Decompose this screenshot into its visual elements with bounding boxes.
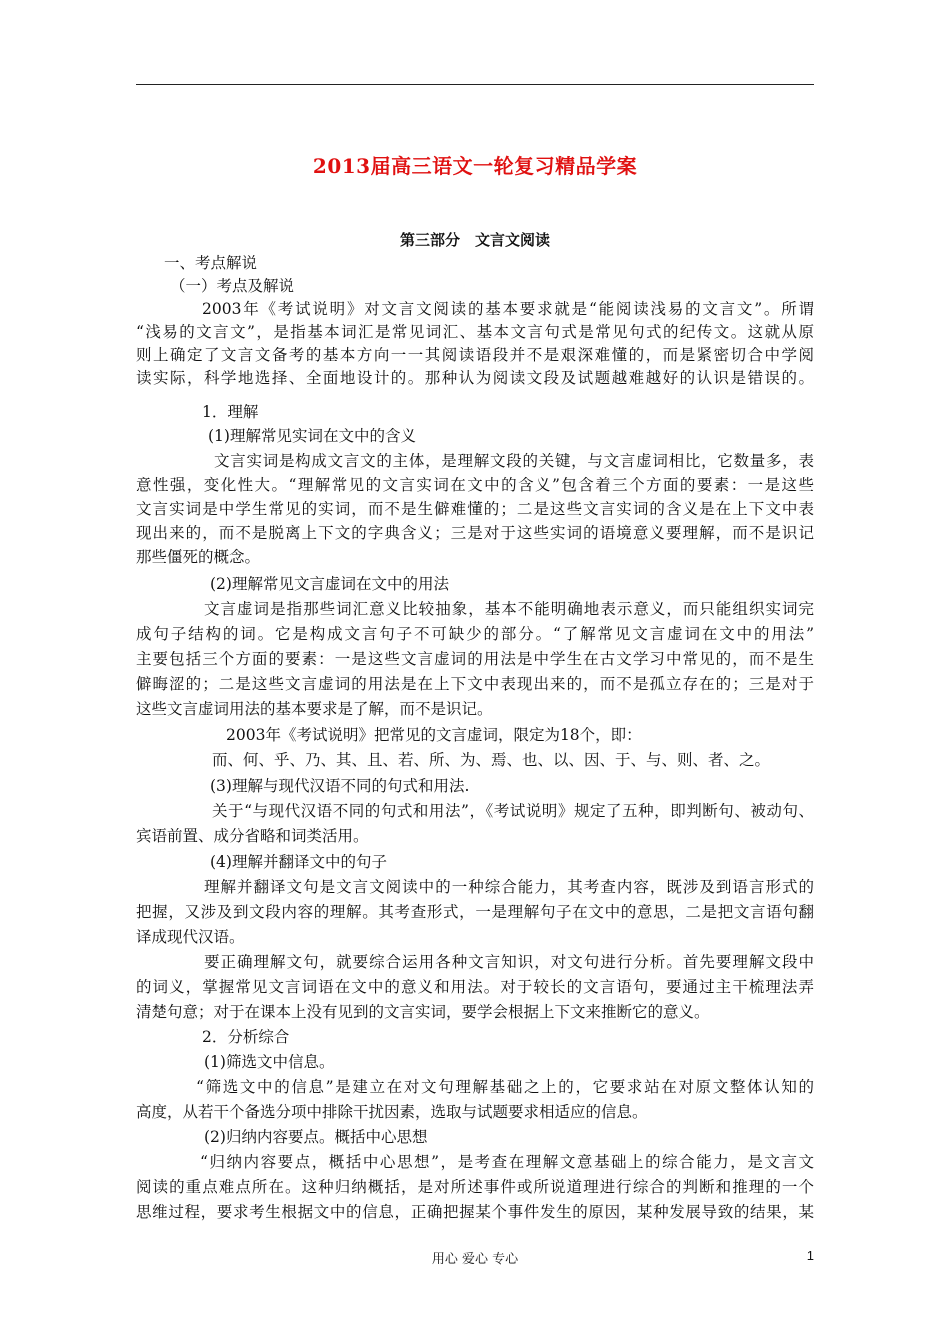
text-line: 文言虚词是指那些词汇意义比较抽象，基本不能明确地表示意义，而只能组织实词完	[204, 600, 814, 618]
text-line: (2)理解常见文言虚词在文中的用法	[210, 575, 449, 593]
text-line: 文言实词是中学生常见的实词，而不是生僻难懂的；二是这些文言实词的含义是在上下文中表	[136, 500, 814, 518]
text-line: 意性强，变化性大。“理解常见的文言实词在文中的含义”包含着三个方面的要素：一是这些	[136, 476, 814, 494]
page-number: 1	[806, 1248, 814, 1263]
text-line: 读实际，科学地选择、全面地设计的。那种认为阅读文段及试题越难越好的认识是错误的。	[136, 369, 814, 387]
text-line: “浅易的文言文”，是指基本词汇是常见词汇、基本文言句式是常见句式的纪传文。这就从原	[136, 323, 814, 341]
page-footer: 用心 爱心 专心	[431, 1252, 519, 1267]
text-line: 文言实词是构成文言文的主体，是理解文段的关键，与文言虚词相比，它数量多，表	[214, 452, 814, 470]
text-line: 主要包括三个方面的要素：一是这些文言虚词的用法是中学生在古文学习中常见的，而不是生	[136, 650, 814, 668]
text-line: 宾语前置、成分省略和词类活用。	[136, 827, 369, 845]
header-rule	[136, 84, 814, 85]
text-line: 1．理解	[202, 403, 259, 421]
text-line: 的词义，掌握常见文言词语在文中的意义和用法。对于较长的文言语句，要通过主干梳理法弄	[136, 978, 814, 996]
text-line: “筛选文中的信息”是建立在对文句理解基础之上的，它要求站在对原文整体认知的	[196, 1078, 814, 1096]
text-line: 思维过程，要求考生根据文中的信息，正确把握某个事件发生的原因，某种发展导致的结果，某	[136, 1203, 814, 1221]
text-line: 2．分析综合	[202, 1028, 290, 1046]
text-line: 清楚句意；对于在课本上没有见到的文言实词，要学会根据上下文来推断它的意义。	[136, 1003, 710, 1021]
text-line: (3)理解与现代汉语不同的句式和用法.	[210, 777, 470, 795]
text-line: 则上确定了文言文备考的基本方向一一其阅读语段并不是艰深难懂的，而是紧密切合中学阅	[136, 346, 814, 364]
text-line: 要正确理解文句，就要综合运用各种文言知识，对文句进行分析。首先要理解文段中	[204, 953, 814, 971]
text-line: 这些文言虚词用法的基本要求是了解，而不是识记。	[136, 700, 493, 718]
document-title: 2013届高三语文一轮复习精品学案	[312, 154, 638, 178]
text-line: 关于“与现代汉语不同的句式和用法”，《考试说明》规定了五种，即判断句、被动句、	[212, 802, 814, 820]
text-line: (2)归纳内容要点。概括中心思想	[204, 1128, 428, 1146]
text-line: “归纳内容要点，概括中心思想”，是考查在理解文意基础上的综合能力，是文言文	[200, 1153, 814, 1171]
text-line: 理解并翻译文句是文言文阅读中的一种综合能力，其考查内容，既涉及到语言形式的	[204, 878, 814, 896]
text-line: 2003年《考试说明》把常见的文言虚词，限定为18个，即：	[226, 726, 642, 744]
text-line: 一、考点解说	[164, 254, 258, 272]
text-line: (1)理解常见实词在文中的含义	[208, 427, 416, 445]
text-line: 阅读的重点难点所在。这种归纳概括，是对所述事件或所说道理进行综合的判断和推理的一个	[136, 1178, 814, 1196]
text-line: 而、何、乎、乃、其、且、若、所、为、焉、也、以、因、于、与、则、者、之。	[212, 751, 771, 769]
text-line: 僻晦涩的；二是这些文言虚词的用法是在上下文中表现出来的，而不是孤立存在的；三是对于	[136, 675, 814, 693]
text-line: 把握，又涉及到文段内容的理解。其考查形式，一是理解句子在文中的意思，二是把文言语句翻	[136, 903, 814, 921]
text-line: 2003年《考试说明》对文言文阅读的基本要求就是“能阅读浅易的文言文”。所谓	[202, 300, 814, 318]
text-line: （一）考点及解说	[170, 277, 295, 295]
section-title: 第三部分 文言文阅读	[399, 231, 550, 249]
text-line: 成句子结构的词。它是构成文言句子不可缺少的部分。“了解常见文言虚词在文中的用法”	[136, 625, 814, 643]
text-line: (4)理解并翻译文中的句子	[210, 853, 387, 871]
text-line: (1)筛选文中信息。	[204, 1053, 335, 1071]
text-line: 译成现代汉语。	[136, 928, 245, 946]
text-line: 高度，从若干个备选分项中排除干扰因素，选取与试题要求相适应的信息。	[136, 1103, 648, 1121]
text-line: 那些僵死的概念。	[136, 548, 261, 566]
text-line: 现出来的，而不是脱离上下文的字典含义；三是对于这些实词的语境意义要理解，而不是识记	[136, 524, 814, 542]
